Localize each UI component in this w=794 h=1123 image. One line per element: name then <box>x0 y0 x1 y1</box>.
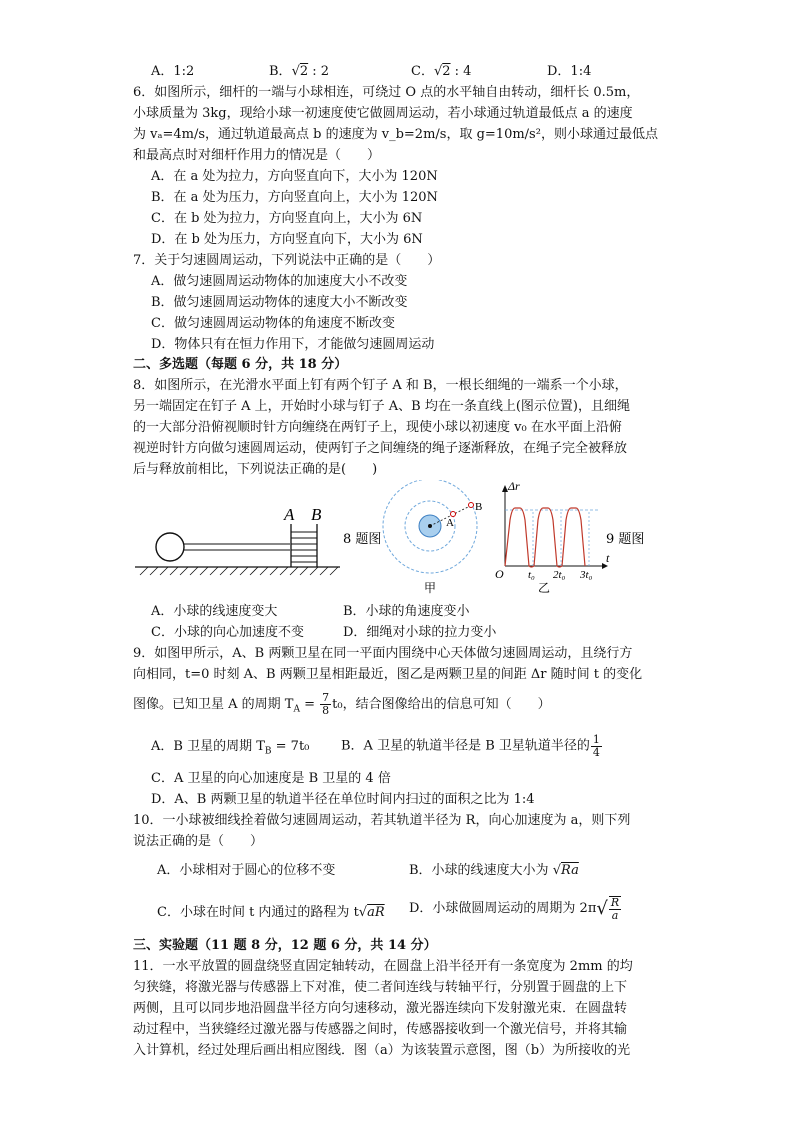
fig8-diagram <box>135 505 340 575</box>
q9-options-row1 <box>151 734 671 758</box>
q8-stem-line: 8．如图所示，在光滑水平面上钉有两个钉子 A 和 B，一根长细绳的一端系一个小球， <box>133 378 628 393</box>
q11-stem-line: 11．一水平放置的圆盘绕竖直固定轴转动，在圆盘上沿半径开有一条宽度为 2mm 的均 <box>133 959 633 974</box>
nail-a-label: A <box>284 505 295 524</box>
q7-option-b[interactable]: B．做匀速圆周运动物体的速度大小不断改变 <box>151 295 408 310</box>
fig9-graph <box>495 480 610 581</box>
q9-stem-line: 9．如图甲所示，A、B 两颗卫星在同一平面内围绕中心天体做匀速圆周运动，且绕行方 <box>133 646 633 661</box>
q5-option-c[interactable]: C．√2 : 4 <box>411 64 472 79</box>
q6-option-a[interactable]: A．在 a 处为拉力，方向竖直向下，大小为 120N <box>151 169 438 184</box>
q10-option-d[interactable]: D．小球做圆周运动的周期为 2π√ $\frac{R}{a}$ <box>409 896 620 922</box>
q8-stem-line: 另一端固定在钉子 A 上，开始时小球与钉子 A、B 均在一条直线上(图示位置)，且细绳 <box>133 399 631 414</box>
q8-option-b[interactable]: B．小球的角速度变小 <box>343 604 470 619</box>
q11-stem-line: 两侧，且可以同步地沿圆盘半径方向匀速移动，激光器连续向下发射激光束．在圆盘转 <box>133 1001 628 1016</box>
q7-stem: 7．关于匀速圆周运动，下列说法中正确的是（ ） <box>133 253 441 268</box>
q5-option-b[interactable]: B．√2 : 2 <box>269 64 330 79</box>
satellite-b-label: B <box>475 501 483 513</box>
q8-option-a[interactable]: A．小球的线速度变大 <box>151 604 278 619</box>
satellite-a-label: A <box>446 517 454 529</box>
q10-stem-line: 说法正确的是（ ） <box>133 834 264 849</box>
q6-option-b[interactable]: B．在 a 处为压力，方向竖直向上，大小为 120N <box>151 190 438 205</box>
q8-options-row2 <box>151 624 651 642</box>
distance-curve <box>505 508 585 567</box>
q8-stem-line: 的一大部分沿俯视顺时针方向缠绕在两钉子上，现使小球以初速度 v₀ 在水平面上沿俯 <box>133 420 622 435</box>
graph-tick-t0: t₀ <box>528 569 535 581</box>
q9-period-fraction: $\frac{7}{8}$ <box>322 691 330 717</box>
q8-option-d[interactable]: D．细绳对小球的拉力变小 <box>343 625 497 640</box>
q5-option-a[interactable]: A．1:2 <box>151 64 195 79</box>
caption-jia: 甲 <box>424 581 437 595</box>
q6-stem-line: 6．如图所示，细杆的一端与小球相连，可绕过 O 点的水平轴自由转动，细杆长 0.5m， <box>133 85 640 100</box>
q6-option-d[interactable]: D．在 b 处为压力，方向竖直向下，大小为 6N <box>151 232 423 247</box>
q8-stem-line: 后与释放前相比，下列说法正确的是( ) <box>133 462 378 477</box>
q9-stem-line: 向相同，t=0 时刻 A、B 两颗卫星相距最近，图乙是两颗卫星的间距 Δr 随时间 t 的变化 <box>133 667 643 682</box>
fig9-label: 9 题图 <box>606 532 645 547</box>
q7-option-d[interactable]: D．物体只有在恒力作用下，才能做匀速圆周运动 <box>151 337 435 352</box>
caption-yi: 乙 <box>538 581 551 595</box>
figures-row <box>0 480 794 600</box>
q9-option-a[interactable]: A．B 卫星的周期 $T_B = 7t_0$ <box>151 739 310 757</box>
q11-stem-line: 入计算机，经过处理后画出相应图线．图（a）为该装置示意图，图（b）为所接收的光 <box>133 1043 631 1058</box>
q5-option-d[interactable]: D．1:4 <box>547 64 592 79</box>
q6-option-c[interactable]: C．在 b 处为拉力，方向竖直向上，大小为 6N <box>151 211 423 226</box>
q11-stem-line: 动过程中，当狭缝经过激光器与传感器之间时，传感器接收到一个激光信号，并将其输 <box>133 1022 628 1037</box>
fig8-label: 8 题图 <box>343 532 382 547</box>
q6-stem-line: 小球质量为 3kg，现给小球一初速度使它做圆周运动，若小球通过轨道最低点 a 的速度 <box>133 106 633 121</box>
q7-option-c[interactable]: C．做匀速圆周运动物体的角速度不断改变 <box>151 316 395 331</box>
q7-option-a[interactable]: A．做匀速圆周运动物体的加速度大小不改变 <box>151 274 408 289</box>
graph-tick-2t0: 2t₀ <box>553 569 566 581</box>
q6-stem-line: 为 vₐ=4m/s，通过轨道最高点 b 的速度为 v_b=2m/s，取 g=10m/s²，则小球通过最低点 <box>133 127 658 142</box>
q9-option-c[interactable]: C．A 卫星的向心加速度是 B 卫星的 4 倍 <box>151 771 391 786</box>
q10-options-row1 <box>157 862 677 880</box>
q10-option-c[interactable]: C．小球在时间 t 内通过的路程为 t√aR <box>157 905 385 920</box>
q10-option-b[interactable]: B．小球的线速度大小为 √Ra <box>409 863 579 878</box>
satellite-a <box>451 512 456 517</box>
fig9-orbits <box>383 480 482 573</box>
graph-origin: O <box>495 567 504 581</box>
q5-options <box>151 63 651 81</box>
q9-stem-line: 图像。已知卫星 A 的周期 $T_A$ = $\frac{7}{8}$ t₀，结合图像给出的信息可知（ ） <box>133 691 551 717</box>
satellite-b <box>469 503 474 508</box>
q8-option-c[interactable]: C．小球的向心加速度不变 <box>151 625 304 640</box>
q8-stem-line: 视逆时针方向做匀速圆周运动，使两钉子之间缠绕的绳子逐渐释放，在绳子完全被释放 <box>133 441 628 456</box>
q11-stem-line: 匀狭缝，将激光器与传感器上下对准，使二者间连线与转轴平行，分别置于圆盘的上下 <box>133 980 628 995</box>
graph-xlabel: t <box>606 551 610 565</box>
q10-options-row2 <box>157 896 677 930</box>
nail-b-label: B <box>311 505 322 524</box>
section-heading-multi: 二、多选题（每题 6 分，共 18 分） <box>133 357 348 372</box>
q8-options-row1 <box>151 603 651 621</box>
fig8-ball <box>156 533 184 561</box>
graph-ylabel: Δr <box>508 480 520 493</box>
q9-option-b[interactable]: B．A 卫星的轨道半径是 B 卫星轨道半径的 $\frac{1}{4}$ <box>341 733 600 759</box>
q10-stem-line: 10．一小球被细线拴着做匀速圆周运动，若其轨道半径为 R，向心加速度为 a，则下列 <box>133 813 631 828</box>
q10-option-a[interactable]: A．小球相对于圆心的位移不变 <box>157 863 336 878</box>
q9-option-d[interactable]: D．A、B 两颗卫星的轨道半径在单位时间内扫过的面积之比为 1:4 <box>151 792 535 807</box>
section-heading-experiment: 三、实验题（11 题 8 分，12 题 6 分，共 14 分） <box>133 938 437 953</box>
q6-stem-line: 和最高点时对细杆作用力的情况是（ ） <box>133 148 381 163</box>
graph-tick-3t0: 3t₀ <box>580 569 593 581</box>
